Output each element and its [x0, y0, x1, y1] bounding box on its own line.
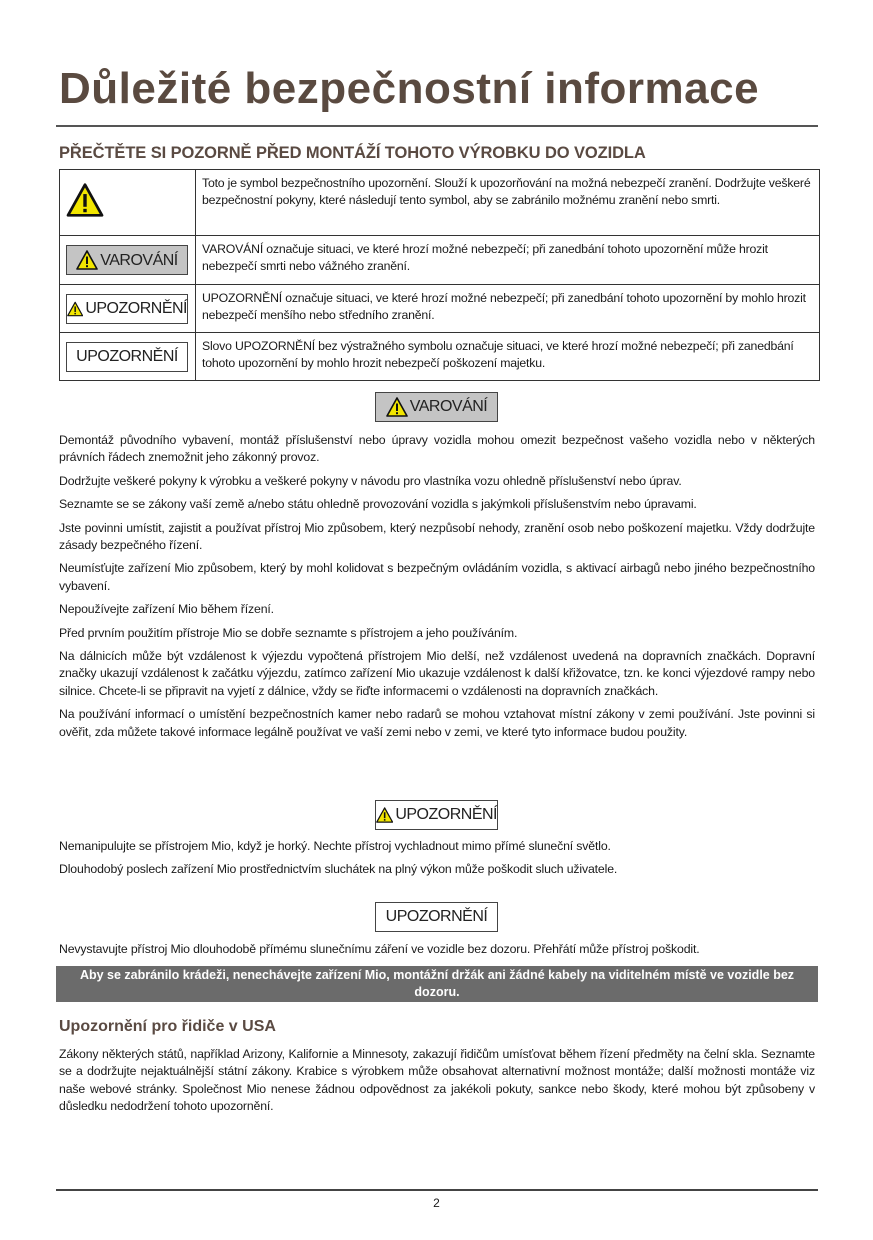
description-cell: Toto je symbol bezpečnostního upozornění. Slouží k upozorňování na možná nebezpečí zranění. Dodržujte veškeré bezpečnostní pokyny, které následují tento symbol, aby se zabránilo možnému zranění nebo smrti. [196, 170, 820, 236]
table-row [60, 333, 820, 381]
title-divider [56, 125, 818, 127]
warning-triangle-icon [67, 299, 83, 319]
label-text: UPOZORNĚNÍ [395, 806, 497, 823]
page-title: Důležité bezpečnostní informace [59, 64, 760, 113]
label-text: UPOZORNĚNÍ [85, 300, 187, 317]
theft-warning-bar: Aby se zabránilo krádeži, nenechávejte zařízení Mio, montážní držák ani žádné kabely na viditelném místě ve vozidle bez dozoru. [56, 966, 818, 1002]
description-cell: UPOZORNĚNÍ označuje situaci, ve které hrozí možné nebezpečí; při zanedbání tohoto upozornění by mohlo hrozit nebezpečí menšího nebo středního zranění. [196, 285, 820, 333]
page-number: 2 [433, 1196, 440, 1210]
footer-divider [56, 1189, 818, 1191]
warning-triangle-icon [66, 183, 104, 217]
paragraph: Nepoužívejte zařízení Mio během řízení. [59, 602, 274, 617]
paragraph: Na používání informací o umístění bezpečnostních kamer nebo radarů se mohou vztahovat místní zákony v zemi používání. Jste povinni si ověřit, zda můžete takové informace legálně používat ve vaší zemi nebo v zemi, ve které tyto informace budou použity. [59, 707, 815, 739]
paragraph: Demontáž původního vybavení, montáž příslušenství nebo úpravy vozidla mohou omezit bezpečnost vašeho vozidla nebo v některých právních řádech znemožnit jeho zákonný provoz. [59, 433, 815, 465]
paragraph: Dodržujte veškeré pokyny k výrobku a veškeré pokyny v návodu pro vlastníka vozu ohledně příslušenství nebo úprav. [59, 473, 682, 488]
warning-paragraphs [59, 432, 815, 747]
paragraph: Nevystavujte přístroj Mio dlouhodobě přímému slunečnímu záření ve vozidle bez dozoru. Přehřátí může přístroj poškodit. [59, 942, 700, 956]
section-heading: PŘEČTĚTE SI POZORNĚ PŘED MONTÁŽÍ TOHOTO VÝROBKU DO VOZIDLA [59, 144, 646, 162]
warning-label [375, 392, 498, 422]
paragraph: Před prvním použitím přístroje Mio se dobře seznamte s přístrojem a jeho používáním. [59, 625, 518, 640]
label-text: UPOZORNĚNÍ [385, 908, 488, 925]
notice-label [375, 902, 498, 932]
caution-label [66, 294, 188, 324]
table-row [60, 170, 820, 236]
paragraph: Neumísťujte zařízení Mio způsobem, který by mohl kolidovat s bezpečným ovládáním vozidla, s aktivací airbagů nebo jiného bezpečnostního vybavení. [59, 561, 815, 593]
notice-paragraphs [59, 941, 815, 964]
paragraph: Jste povinni umístit, zajistit a používat přístroj Mio způsobem, který nezpůsobí nehody, zranění osob nebo poškození majetku. Vždy dodržujte zásady bezpečného řízení. [59, 520, 815, 553]
warning-label [66, 245, 188, 275]
notice-label [66, 342, 188, 372]
label-text: VAROVÁNÍ [409, 398, 488, 415]
caution-label [375, 800, 498, 830]
paragraph: Na dálnicích může být vzdálenost k výjezdu vypočtená přístrojem Mio delší, než vzdálenost uvedená na dopravních značkách. Dopravní značky ukazují vzdálenost k začátku výjezdu, zatímco zařízení Mio ukazuje vzdálenost k další křižovatce, tzn. ke konci výjezdové rampy nebo silnice. Chcete-li se připravit na vyjetí z dálnice, vždy se řiďte informacemi o vzdálenosti na dopravních značkách. [59, 649, 815, 698]
warning-triangle-icon [76, 250, 98, 270]
paragraph: Dlouhodobý poslech zařízení Mio prostřednictvím sluchátek na plný výkon může poškodit sluch uživatele. [59, 862, 618, 877]
table-row [60, 236, 820, 285]
label-text: UPOZORNĚNÍ [76, 348, 178, 365]
warning-triangle-icon [376, 805, 393, 825]
usa-paragraph: Zákony některých států, například Arizony, Kalifornie a Minnesoty, zakazují řidičům umísťovat během řízení předměty na čelní skla. Seznamte se a dodržujte nejaktuálnější státní zákony. Krabice s výrobkem může obsahovat alternativní možnost montáže; další možnosti montáže viz naše webové stránky. Společnost Mio nenese žádnou odpovědnost za jakékoli pokuty, sankce nebo škody, které mohou být způsobeny v důsledku nedodržení tohoto upozornění. [59, 1047, 815, 1114]
label-text: VAROVÁNÍ [100, 251, 178, 269]
symbol-cell [60, 170, 196, 236]
table-row [60, 285, 820, 333]
paragraph: Seznamte se se zákony vaší země a/nebo státu ohledně provozování vozidla s jakýmkoli příslušenstvím nebo úpravami. [59, 497, 697, 512]
warning-triangle-icon [386, 397, 408, 417]
safety-symbols-table [59, 169, 820, 381]
usa-heading: Upozornění pro řidiče v USA [59, 1018, 276, 1035]
description-cell: VAROVÁNÍ označuje situaci, ve které hrozí možné nebezpečí; při zanedbání tohoto upozornění může hrozit nebezpečí smrti nebo vážného zranění. [196, 236, 820, 285]
paragraph: Nemanipulujte se přístrojem Mio, když je horký. Nechte přístroj vychladnout mimo přímé sluneční světlo. [59, 839, 611, 853]
caution-paragraphs [59, 838, 815, 885]
description-cell: Slovo UPOZORNĚNÍ bez výstražného symbolu označuje situaci, ve které hrozí možné nebezpečí; při zanedbání tohoto upozornění by mohlo hrozit nebezpečí poškození majetku. [196, 333, 820, 381]
